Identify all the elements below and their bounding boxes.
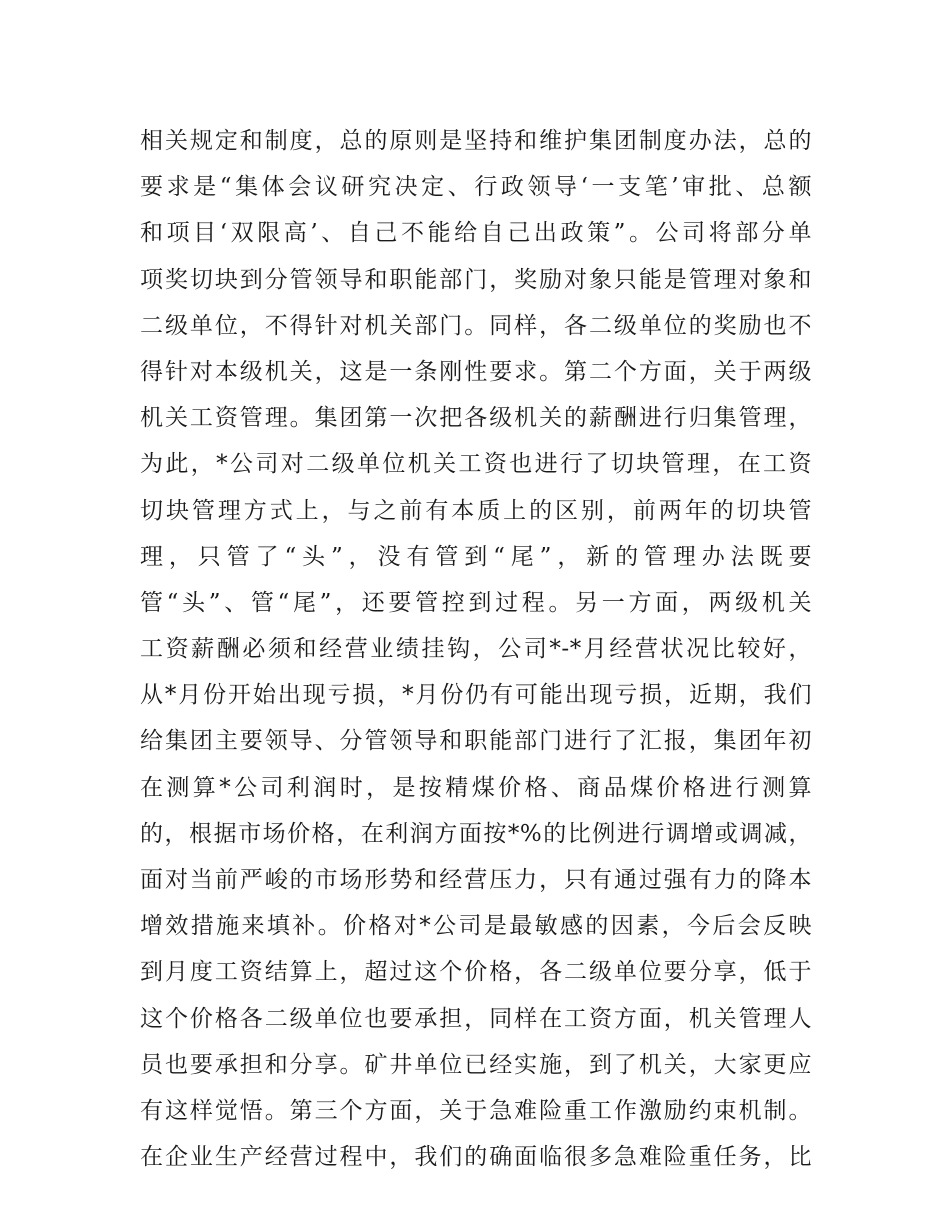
text-line: 这个价格各二级单位也要承担，同样在工资方面，机关管理人 <box>140 1005 812 1032</box>
text-line: 相关规定和制度，总的原则是坚持和维护集团制度办法，总的 <box>140 128 812 154</box>
text-line: 得针对本级机关，这是一条刚性要求。第二个方面，关于两级 <box>140 358 812 385</box>
text-line: 有这样觉悟。第三个方面，关于急难险重工作激励约束机制。 <box>140 1097 812 1124</box>
text-line: 到月度工资结算上，超过这个价格，各二级单位要分享，低于 <box>140 959 812 986</box>
text-line: 员也要承担和分享。矿井单位已经实施，到了机关，大家更应 <box>140 1051 812 1078</box>
text-line: 机关工资管理。集团第一次把各级机关的薪酬进行归集管理， <box>140 405 812 432</box>
text-line: 从*月份开始出现亏损，*月份仍有可能出现亏损，近期，我们 <box>140 682 812 709</box>
text-line: 管“头”、管“尾”，还要管控到过程。另一方面，两级机关 <box>140 589 812 616</box>
text-line: 工资薪酬必须和经营业绩挂钩，公司*-*月经营状况比较好， <box>140 636 812 663</box>
text-line: 在企业生产经营过程中，我们的确面临很多急难险重任务，比 <box>140 1144 812 1171</box>
text-line: 和项目‘双限高’、自己不能给自己出政策”。公司将部分单 <box>140 220 812 247</box>
text-line: 给集团主要领导、分管领导和职能部门进行了汇报，集团年初 <box>140 728 812 755</box>
text-line: 增效措施来填补。价格对*公司是最敏感的因素，今后会反映 <box>140 913 812 940</box>
text-line: 面对当前严峻的市场形势和经营压力，只有通过强有力的降本 <box>140 867 812 893</box>
text-line: 为此，*公司对二级单位机关工资也进行了切块管理，在工资 <box>140 451 812 478</box>
text-line: 项奖切块到分管领导和职能部门，奖励对象只能是管理对象和 <box>140 266 812 293</box>
text-line: 理，只管了“头”，没有管到“尾”，新的管理办法既要 <box>140 543 812 570</box>
text-line: 二级单位，不得针对机关部门。同样，各二级单位的奖励也不 <box>140 312 812 339</box>
text-line: 在测算*公司利润时，是按精煤价格、商品煤价格进行测算 <box>140 774 812 801</box>
text-line: 的，根据市场价格，在利润方面按*%的比例进行调增或调减， <box>140 820 812 847</box>
text-line: 要求是“集体会议研究决定、行政领导‘一支笔’审批、总额 <box>140 174 812 201</box>
text-line: 切块管理方式上，与之前有本质上的区别，前两年的切块管 <box>140 497 812 524</box>
body-text <box>140 118 812 1180</box>
